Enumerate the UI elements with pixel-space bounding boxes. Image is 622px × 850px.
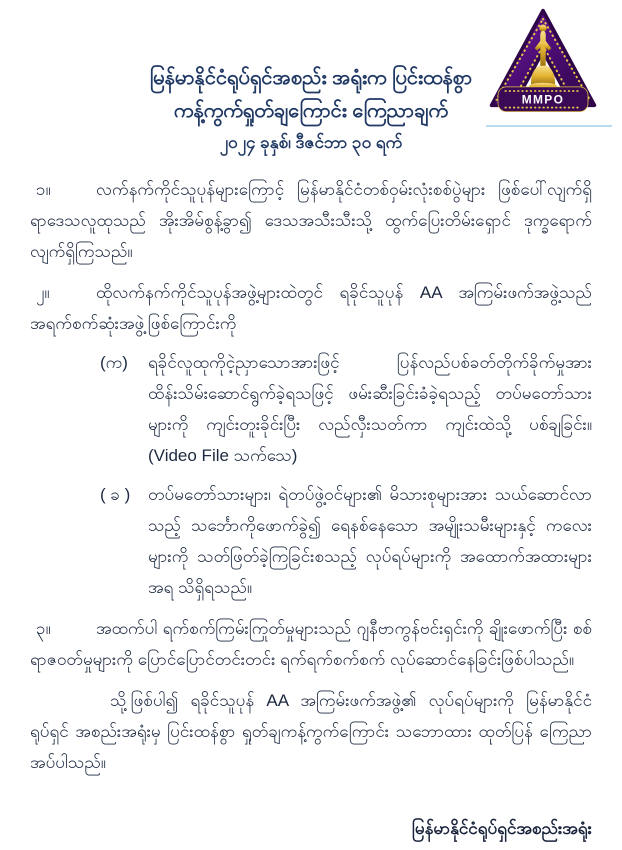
paragraph-2-text: ထိုလက်နက်ကိုင်သူပုန်အဖွဲ့များထဲတွင် ရခိုင်သူပုန် AA အကြမ်းဖက်အဖွဲ့သည် အရက်စက်ဆုံးအဖွဲ့ဖြစ်ကြောင်းကို xyxy=(30,283,592,333)
paragraph-2 xyxy=(30,277,592,339)
logo-underline xyxy=(486,125,612,127)
sub-item-ka-text: ရခိုင်လူထုကိုငဲ့ညှာသောအားဖြင့် ပြန်လည်ပစ်ခတ်တိုက်ခိုက်မှုအား ထိန်းသိမ်းဆောင်ရွက်ခဲ့ရသဖြင့် ဖမ်းဆီးခြင်းခံခဲ့ရသည့် တပ်မတော်သားများကို ကျင်းတူးခိုင်းပြီး လည်လှီးသတ်ကာ ကျင်းထဲသို့ ပစ်ချခြင်း။ (Video File သက်သေ) xyxy=(148,353,592,465)
sub-item-kha-text: တပ်မတော်သားများ၊ ရဲတပ်ဖွဲ့ဝင်များ၏ မိသားစုများအား သယ်ဆောင်လာသည့် သင်္ဘောကိုဖောက်ခွဲ၍ ရေနစ်နေသော အမျိုးသမီးများနှင့် ကလေးများကို သတ်ဖြတ်ခဲ့ကြခြင်းစသည့် လုပ်ရပ်များကို အထောက်အထားများအရ သိရှိရသည်။ xyxy=(148,485,592,597)
paragraph-1-number: ၁။ xyxy=(36,180,51,199)
document-title-line1: မြန်မာနိုင်ငံရုပ်ရှင်အစည်း အရုံးက ပြင်းထန်စွာ xyxy=(149,67,473,89)
signature: မြန်မာနိုင်ငံရုပ်ရှင်အစည်းအရုံး xyxy=(412,819,592,838)
paragraph-2-number: ၂။ xyxy=(36,283,50,302)
paragraph-3 xyxy=(30,613,592,675)
document-date: ၂၀၂၄ ခုနှစ်၊ ဒီဇင်ဘာ ၃၀ ရက် xyxy=(219,133,403,152)
sub-item-kha xyxy=(100,479,592,603)
document-title-line2: ကန့်ကွက်ရှုတ်ချကြောင်း ကြေညာချက် xyxy=(173,100,449,122)
document-content xyxy=(0,62,622,843)
mmpo-logo xyxy=(487,5,599,121)
closing-paragraph: သို့ဖြစ်ပါ၍ ရခိုင်သူပုန် AA အကြမ်းဖက်အဖွဲ့၏ လုပ်ရပ်များကို မြန်မာနိုင်ငံရုပ်ရှင် အစည်းအရုံးမှ ပြင်းထန်စွာ ရှုတ်ချကန့်ကွက်ကြောင်း သဘောထား ထုတ်ပြန် ကြေညာအပ်ပါသည်။ xyxy=(30,691,592,772)
paragraph-3-number: ၃။ xyxy=(36,619,51,638)
mmpo-logo-label: MMPO xyxy=(521,92,565,107)
sub-item-ka-label: (က) xyxy=(100,353,128,372)
paragraph-1-text: လက်နက်ကိုင်သူပုန်များကြောင့် မြန်မာနိုင်ငံတစ်ဝှမ်းလုံးစစ်ပွဲများ ဖြစ်ပေါ်လျက်ရှိရာဒေသလူထုသည် အိုးအိမ်စွန့်ခွာ၍ ဒေသအသီးသီးသို့ ထွက်ပြေးတိမ်းရှောင် ဒုက္ခရောက်လျက်ရှိကြသည်။ xyxy=(30,180,592,261)
paragraph-1 xyxy=(30,174,592,267)
paragraph-3-text: အထက်ပါ ရက်စက်ကြမ်းကြုတ်မှုများသည် ဂျနီဗာကွန်ဗင်းရှင်းကို ချိုးဖောက်ပြီး စစ်ရာဇဝတ်မှုများကို ပြောင်ပြောင်တင်းတင်း ရက်ရက်စက်စက် လုပ်ဆောင်နေခြင်းဖြစ်ပါသည်။ xyxy=(30,619,592,669)
sub-item-ka xyxy=(100,347,592,471)
sub-item-kha-label: ( ခ ) xyxy=(100,485,131,504)
